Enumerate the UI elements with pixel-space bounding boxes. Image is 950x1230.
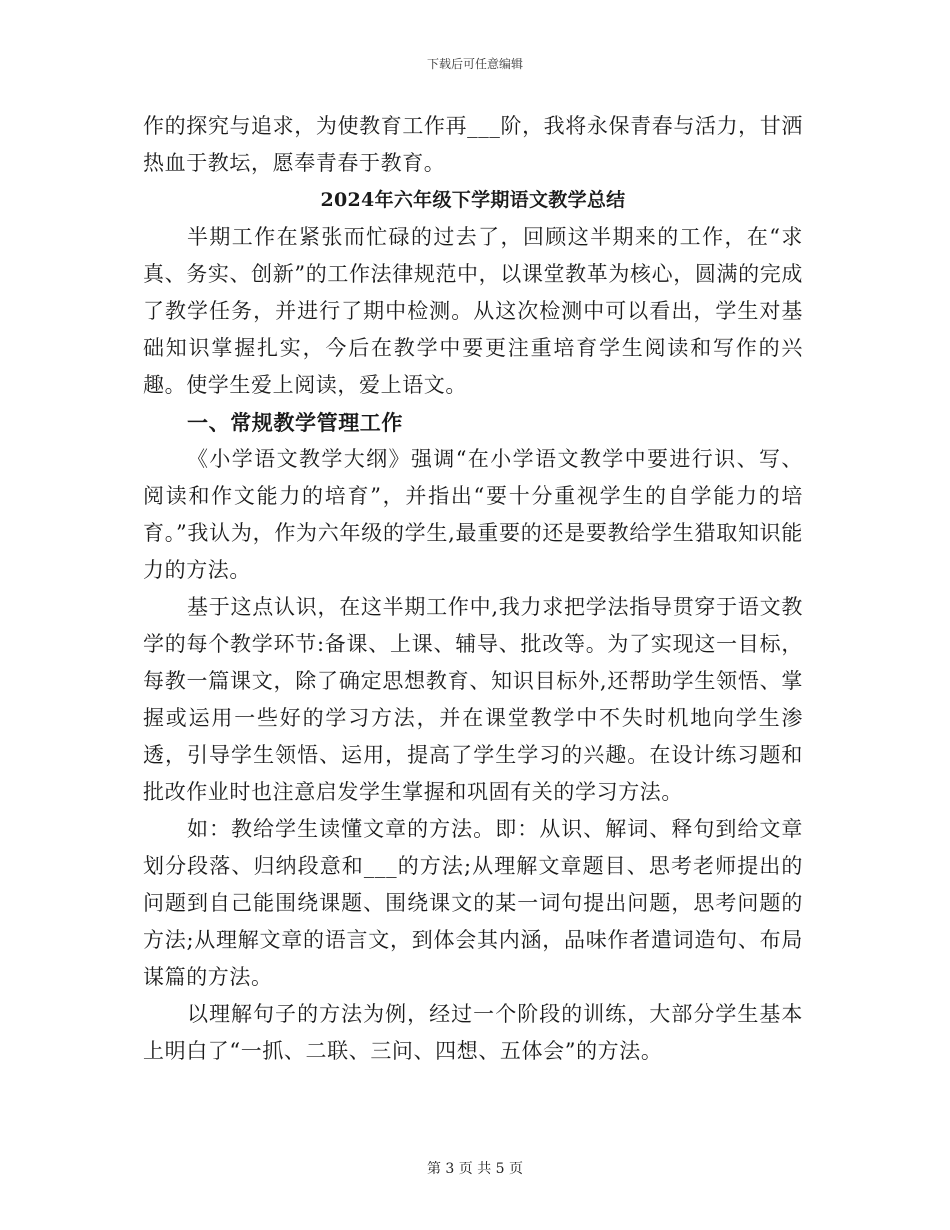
body-paragraph-2: 基于这点认识，在这半期工作中,我力求把学法指导贯穿于语文教学的每个教学环节:备课、上课、辅导、批改等。为了实现这一目标，每教一篇课文，除了确定思想教育、知识目标外,还帮助学生领悟、掌握或运用一些好的学习方法，并在课堂教学中不失时机地向学生渗透，引导学生领悟、运用，提高了学生学习的兴趣。在设计练习题和批改作业时也注意启发学生掌握和巩固有关的学习方法。 [143, 595, 803, 804]
body-paragraph-1: 《小学语文教学大纲》强调“在小学语文教学中要进行识、写、阅读和作文能力的培育”，并指出“要十分重视学生的自学能力的培育。”我认为，作为六年级的学生,最重要的还是要教给学生猎取知识能力的方法。 [143, 447, 803, 582]
continuation-paragraph: 作的探究与追求，为使教育工作再___阶，我将永保青春与活力，甘洒热血于教坛，愿奉青春于教育。 [143, 114, 803, 175]
body-paragraph-4: 以理解句子的方法为例，经过一个阶段的训练，大部分学生基本上明白了“一抓、二联、三问、四想、五体会”的方法。 [143, 1002, 803, 1063]
section-heading-1: 一、常规教学管理工作 [187, 410, 403, 435]
body-paragraph-3: 如：教给学生读懂文章的方法。即：从识、解词、释句到给文章划分段落、归纳段意和___的方法;从理解文章题目、思考老师提出的问题到自己能围绕课题、围绕课文的某一词句提出问题，思考问题的方法;从理解文章的语言文，到体会其内涵，品味作者遣词造句、布局谋篇的方法。 [143, 817, 803, 989]
page-footer: 第 3 页 共 5 页 [426, 1161, 524, 1177]
page-header: 下载后可任意编辑 [426, 57, 523, 71]
intro-paragraph: 半期工作在紧张而忙碌的过去了，回顾这半期来的工作，在“求真、务实、创新”的工作法律规范中，以课堂教革为核心，圆满的完成了教学任务，并进行了期中检测。从这次检测中可以看出，学生对基础知识掌握扎实，今后在教学中要更注重培育学生阅读和写作的兴趣。使学生爱上阅读，爱上语文。 [143, 225, 803, 397]
document-title: 2024年六年级下学期语文教学总结 [320, 189, 626, 211]
document-body [143, 108, 803, 1070]
